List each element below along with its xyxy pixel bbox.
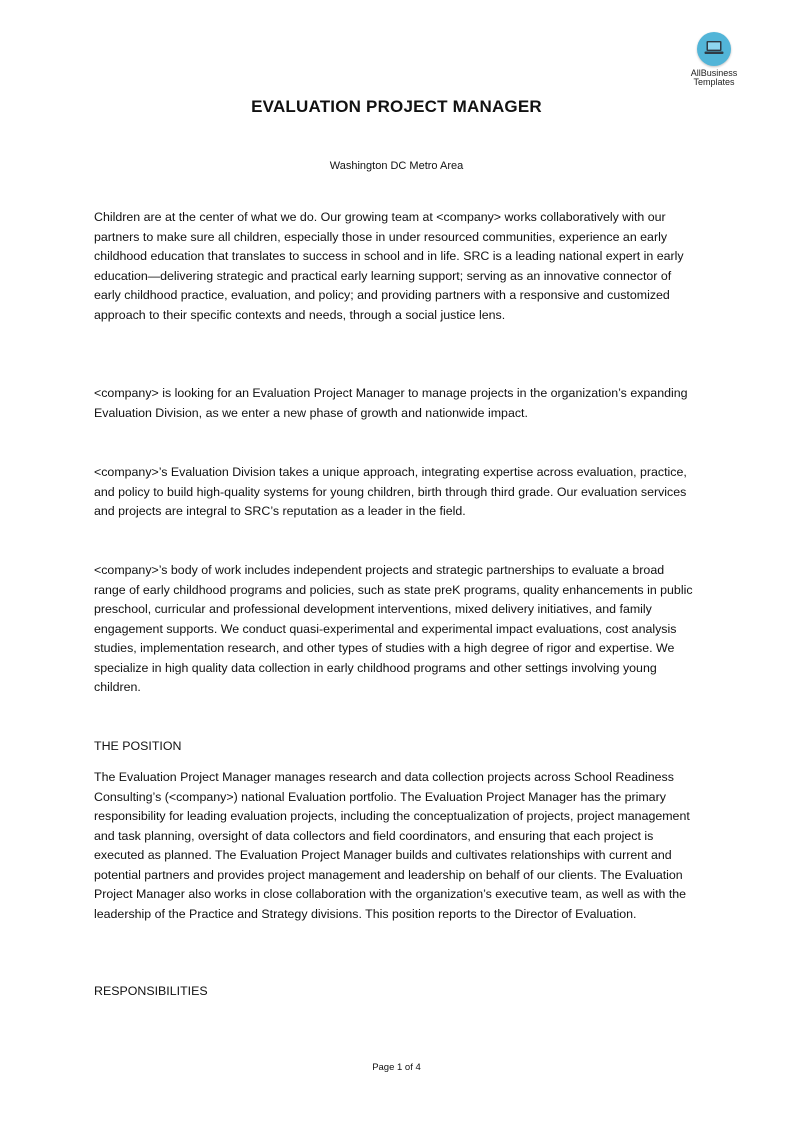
position-heading: THE POSITION: [94, 739, 182, 753]
intro-paragraph: Children are at the center of what we do. Our growing team at <company> works collaboratively with our partners to make sure all children, especially those in under resourced communities, experience an early childhood education that translates to success in school and in life. SRC is a leading national expert in early education—delivering strategic and practical early learning support; serving as an innovative connector of early childhood practice, evaluation, and policy; and providing partners with a responsive and customized approach to their specific contexts and needs, through a social justice lens.: [94, 210, 684, 322]
responsibilities-heading: RESPONSIBILITIES: [94, 984, 208, 998]
body-of-work-paragraph: <company>’s body of work includes independent projects and strategic partnerships to evaluate a broad range of early childhood programs and policies, such as state preK programs, quality enhancements in public preschool, curricular and professional development interventions, mixed delivery initiatives, and family engagement supports. We conduct quasi-experimental and experimental impact evaluations, cost analysis studies, implementation research, and other types of studies with a high degree of rigor and expertise. We specialize in high quality data collection in early childhood programs and other settings involving young children.: [94, 563, 693, 694]
job-location: Washington DC Metro Area: [329, 160, 464, 172]
logo-text-line1: AllBusiness: [690, 68, 738, 78]
evaluation-division-paragraph: <company>’s Evaluation Division takes a unique approach, integrating expertise across evaluation, practice, and policy to build high-quality systems for young children, birth through third grade. Our evaluation services and projects are integral to SRC’s reputation as a leader in the field.: [94, 465, 687, 518]
logo-text-line2: Templates: [693, 77, 735, 87]
page-number: Page 1 of 4: [372, 1062, 421, 1073]
position-paragraph: The Evaluation Project Manager manages research and data collection projects across School Readiness Consulting’s (<company>) national Evaluation portfolio. The Evaluation Project Manager has the primary responsibility for leading evaluation projects, including the conceptualization of projects, project management and task planning, oversight of data collectors and field coordinators, and ensuring that each project is executed as planned. The Evaluation Project Manager builds and cultivates relationships with current and potential partners and provides project management and leadership on behalf of our clients. The Evaluation Project Manager also works in close collaboration with the organization’s executive team, as well as with the leadership of the Practice and Strategy divisions. This position reports to the Director of Evaluation.: [94, 770, 690, 921]
document-title: EVALUATION PROJECT MANAGER: [251, 97, 542, 116]
looking-for-paragraph: <company> is looking for an Evaluation Project Manager to manage projects in the organization’s expanding Evaluation Division, as we enter a new phase of growth and nationwide impact.: [94, 386, 688, 420]
laptop-icon: [697, 32, 731, 66]
allbusiness-logo: [680, 32, 748, 87]
